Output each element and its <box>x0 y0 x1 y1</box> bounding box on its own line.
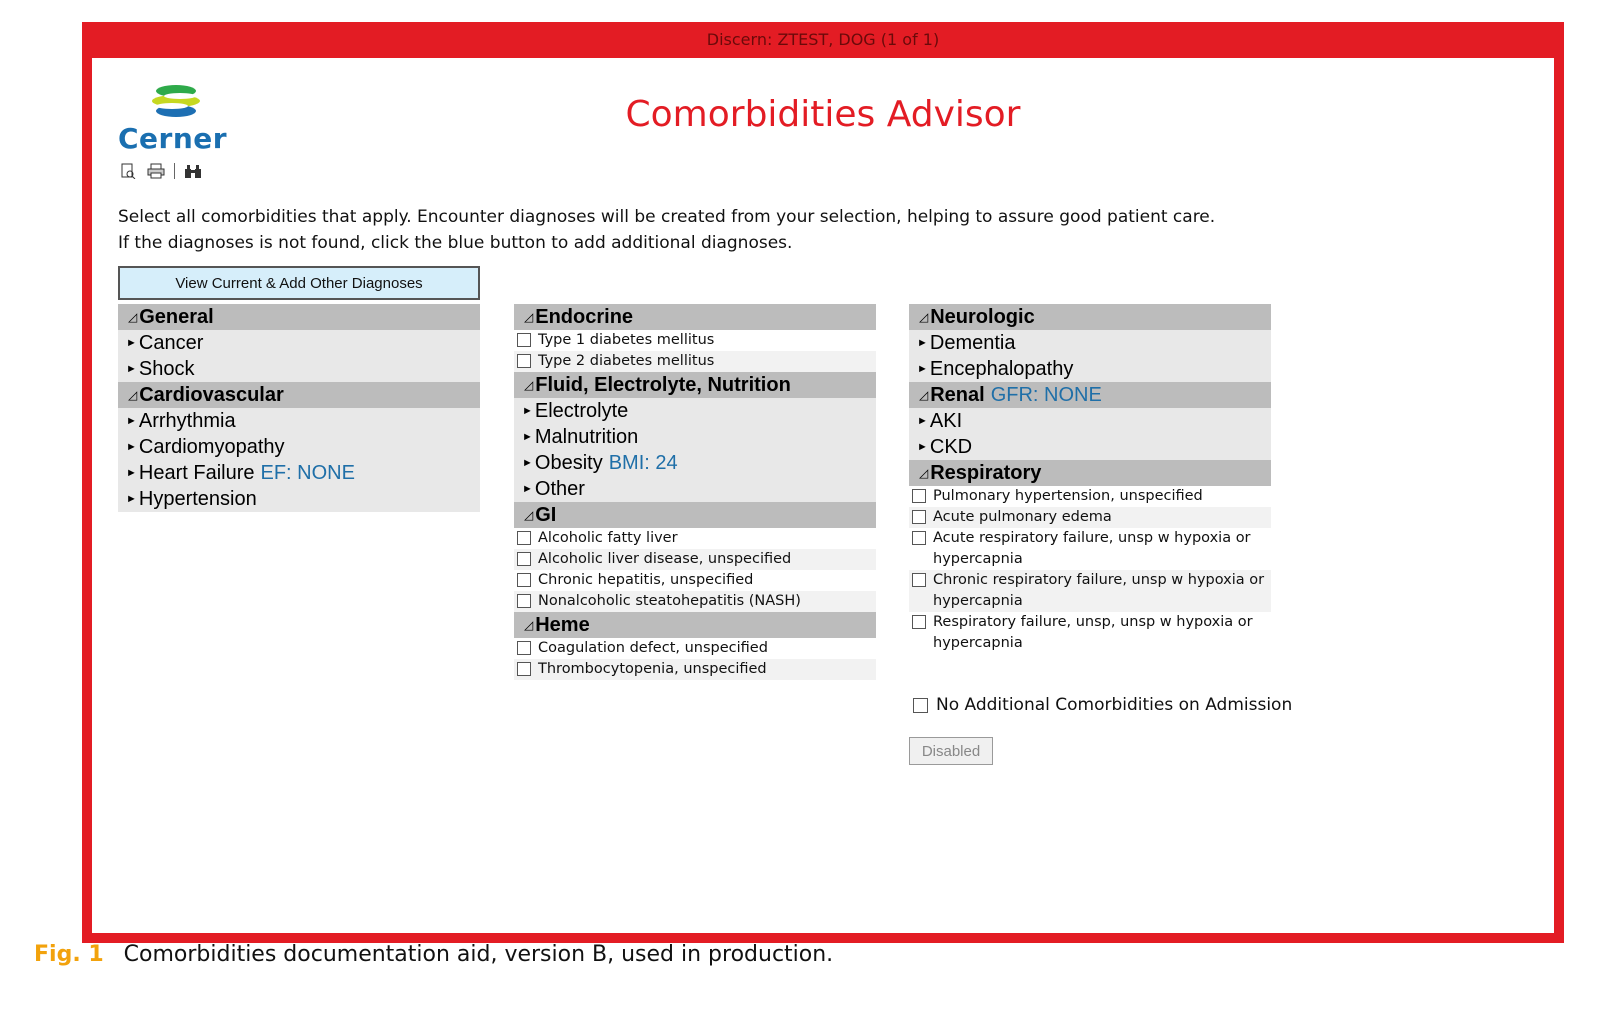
expand-item-encephalopathy[interactable] <box>909 356 1271 382</box>
item-label: Heart Failure <box>138 461 255 484</box>
view-add-diagnoses-button[interactable]: View Current & Add Other Diagnoses <box>118 266 480 300</box>
expand-item-shock[interactable] <box>118 356 480 382</box>
item-label: CKD <box>929 435 973 458</box>
section-header-cardiovascular[interactable] <box>118 382 480 408</box>
checkbox-row-thrombocytopenia[interactable] <box>514 659 876 680</box>
section-title: Heme <box>535 613 590 636</box>
checkbox-row-nash[interactable] <box>514 591 876 612</box>
no-additional-checkbox[interactable] <box>913 698 928 713</box>
section-header-heme[interactable] <box>514 612 876 638</box>
instructions-line-2: If the diagnoses is not found, click the blue button to add additional diagnoses. <box>118 233 793 253</box>
collapse-triangle-icon: ◿ <box>128 310 138 324</box>
checkbox[interactable] <box>517 354 531 368</box>
item-label: Cancer <box>138 331 204 354</box>
print-preview-icon[interactable] <box>118 162 138 180</box>
checkbox-row-chronic-hepatitis[interactable] <box>514 570 876 591</box>
checkbox-label-line2: hypercapnia <box>933 593 1023 609</box>
checkbox-row-chronic-respiratory-failure[interactable] <box>909 570 1271 612</box>
section-title: Endocrine <box>535 305 634 328</box>
collapse-triangle-icon: ◿ <box>919 466 929 480</box>
item-label: Encephalopathy <box>929 357 1074 380</box>
checkbox[interactable] <box>912 615 926 629</box>
expand-arrow-icon: ► <box>522 483 533 495</box>
binoculars-icon[interactable] <box>183 162 203 180</box>
checkbox[interactable] <box>517 641 531 655</box>
section-title: Renal <box>930 383 985 406</box>
printer-icon[interactable] <box>146 162 166 180</box>
section-header-fluid-electrolyte-nutrition[interactable] <box>514 372 876 398</box>
expand-item-hypertension[interactable] <box>118 486 480 512</box>
expand-arrow-icon: ► <box>126 363 137 375</box>
checkbox[interactable] <box>517 594 531 608</box>
item-label: Hypertension <box>138 487 257 510</box>
checkbox-row-coagulation-defect[interactable] <box>514 638 876 659</box>
checkbox-label: Pulmonary hypertension, unspecified <box>933 488 1203 504</box>
checkbox-label <box>933 528 1251 570</box>
section-header-renal[interactable] <box>909 382 1271 408</box>
collapse-triangle-icon: ◿ <box>524 618 534 632</box>
checkbox-label: Nonalcoholic steatohepatitis (NASH) <box>538 593 801 609</box>
section-header-endocrine[interactable] <box>514 304 876 330</box>
checkbox-row-acute-respiratory-failure[interactable] <box>909 528 1271 570</box>
caption-text: Comorbidities documentation aid, version B, used in production. <box>123 942 834 967</box>
section-title: Neurologic <box>930 305 1035 328</box>
checkbox-label: Thrombocytopenia, unspecified <box>538 661 767 677</box>
column-neuro-renal-respiratory <box>909 304 1271 654</box>
checkbox[interactable] <box>912 489 926 503</box>
expand-item-dementia[interactable] <box>909 330 1271 356</box>
item-label: Arrhythmia <box>138 409 236 432</box>
no-additional-comorbidities-row[interactable] <box>909 695 1292 715</box>
section-header-neurologic[interactable] <box>909 304 1271 330</box>
item-label: AKI <box>929 409 963 432</box>
collapse-triangle-icon: ◿ <box>524 378 534 392</box>
checkbox-label <box>933 570 1264 612</box>
section-title: Cardiovascular <box>139 383 284 406</box>
checkbox-row-type2-diabetes[interactable] <box>514 351 876 372</box>
checkbox[interactable] <box>517 662 531 676</box>
checkbox-row-acute-pulmonary-edema[interactable] <box>909 507 1271 528</box>
app-title: Comorbidities Advisor <box>625 94 1021 135</box>
checkbox-label: Acute pulmonary edema <box>933 509 1112 525</box>
checkbox-label-line2: hypercapnia <box>933 551 1023 567</box>
checkbox-label <box>933 612 1253 654</box>
checkbox-label-line1: Acute respiratory failure, unsp w hypoxia or <box>933 530 1251 546</box>
expand-arrow-icon: ► <box>917 415 928 427</box>
toolbar-separator <box>174 163 175 179</box>
expand-arrow-icon: ► <box>917 337 928 349</box>
section-title: Respiratory <box>930 461 1042 484</box>
expand-arrow-icon: ► <box>522 457 533 469</box>
expand-item-cancer[interactable] <box>118 330 480 356</box>
checkbox-label-line1: Respiratory failure, unsp, unsp w hypoxia or <box>933 614 1253 630</box>
expand-arrow-icon: ► <box>126 337 137 349</box>
figure-caption <box>34 942 833 967</box>
checkbox-row-respiratory-failure-unsp[interactable] <box>909 612 1271 654</box>
ef-value: EF: NONE <box>260 461 355 484</box>
collapse-triangle-icon: ◿ <box>919 310 929 324</box>
collapse-triangle-icon: ◿ <box>524 310 534 324</box>
checkbox[interactable] <box>517 531 531 545</box>
toolbar <box>118 162 203 180</box>
column-general-cardiovascular <box>118 304 480 512</box>
expand-item-arrhythmia[interactable] <box>118 408 480 434</box>
submit-button-disabled: Disabled <box>909 737 993 765</box>
instructions <box>118 204 1215 256</box>
checkbox-label: Alcoholic liver disease, unspecified <box>538 551 792 567</box>
expand-arrow-icon: ► <box>126 441 137 453</box>
section-title: GI <box>535 503 557 526</box>
discern-window <box>82 22 1564 943</box>
expand-item-ckd[interactable] <box>909 434 1271 460</box>
collapse-triangle-icon: ◿ <box>128 388 138 402</box>
checkbox[interactable] <box>912 573 926 587</box>
checkbox-label-line2: hypercapnia <box>933 635 1023 651</box>
window-title: Discern: ZTEST, DOG (1 of 1) <box>706 29 940 49</box>
instructions-line-1: Select all comorbidities that apply. Encounter diagnoses will be created from your selection, helping to assure good patient care. <box>118 207 1216 227</box>
column-endocrine-gi-heme <box>514 304 876 680</box>
expand-item-malnutrition[interactable] <box>514 424 876 450</box>
section-title: Fluid, Electrolyte, Nutrition <box>535 373 791 396</box>
advisor-client-area <box>92 58 1554 933</box>
expand-arrow-icon: ► <box>522 405 533 417</box>
collapse-triangle-icon: ◿ <box>919 388 929 402</box>
item-label: Malnutrition <box>534 425 639 448</box>
bmi-value: BMI: 24 <box>608 451 678 474</box>
no-additional-label: No Additional Comorbidities on Admission <box>936 695 1293 715</box>
checkbox-row-type1-diabetes[interactable] <box>514 330 876 351</box>
checkbox-label: Chronic hepatitis, unspecified <box>538 572 754 588</box>
item-label: Shock <box>138 357 195 380</box>
expand-arrow-icon: ► <box>126 467 137 479</box>
section-header-gi[interactable] <box>514 502 876 528</box>
checkbox-label-line1: Chronic respiratory failure, unsp w hypoxia or <box>933 572 1265 588</box>
checkbox-label: Alcoholic fatty liver <box>538 530 678 546</box>
expand-item-aki[interactable] <box>909 408 1271 434</box>
item-label: Cardiomyopathy <box>138 435 285 458</box>
expand-arrow-icon: ► <box>126 493 137 505</box>
checkbox[interactable] <box>912 510 926 524</box>
figure-label: Fig. 1 <box>34 942 104 967</box>
expand-arrow-icon: ► <box>917 363 928 375</box>
expand-arrow-icon: ► <box>522 431 533 443</box>
checkbox-row-alcoholic-fatty-liver[interactable] <box>514 528 876 549</box>
expand-item-other[interactable] <box>514 476 876 502</box>
checkbox[interactable] <box>517 573 531 587</box>
expand-item-cardiomyopathy[interactable] <box>118 434 480 460</box>
checkbox[interactable] <box>517 333 531 347</box>
section-header-general[interactable] <box>118 304 480 330</box>
checkbox-row-alcoholic-liver-disease[interactable] <box>514 549 876 570</box>
expand-item-electrolyte[interactable] <box>514 398 876 424</box>
section-header-respiratory[interactable] <box>909 460 1271 486</box>
checkbox-label: Type 2 diabetes mellitus <box>538 353 715 369</box>
cerner-logo-text: Cerner <box>118 122 228 155</box>
checkbox-label: Type 1 diabetes mellitus <box>538 332 715 348</box>
checkbox-label: Coagulation defect, unspecified <box>538 640 768 656</box>
expand-arrow-icon: ► <box>126 415 137 427</box>
checkbox-row-pulmonary-hypertension[interactable] <box>909 486 1271 507</box>
expand-arrow-icon: ► <box>917 441 928 453</box>
item-label: Electrolyte <box>534 399 629 422</box>
item-label: Other <box>534 477 585 500</box>
item-label: Obesity <box>534 451 603 474</box>
collapse-triangle-icon: ◿ <box>524 508 534 522</box>
gfr-value: GFR: NONE <box>990 383 1102 406</box>
item-label: Dementia <box>929 331 1016 354</box>
expand-item-obesity[interactable] <box>514 450 876 476</box>
checkbox[interactable] <box>912 531 926 545</box>
checkbox[interactable] <box>517 552 531 566</box>
expand-item-heart-failure[interactable] <box>118 460 480 486</box>
section-title: General <box>139 305 214 328</box>
